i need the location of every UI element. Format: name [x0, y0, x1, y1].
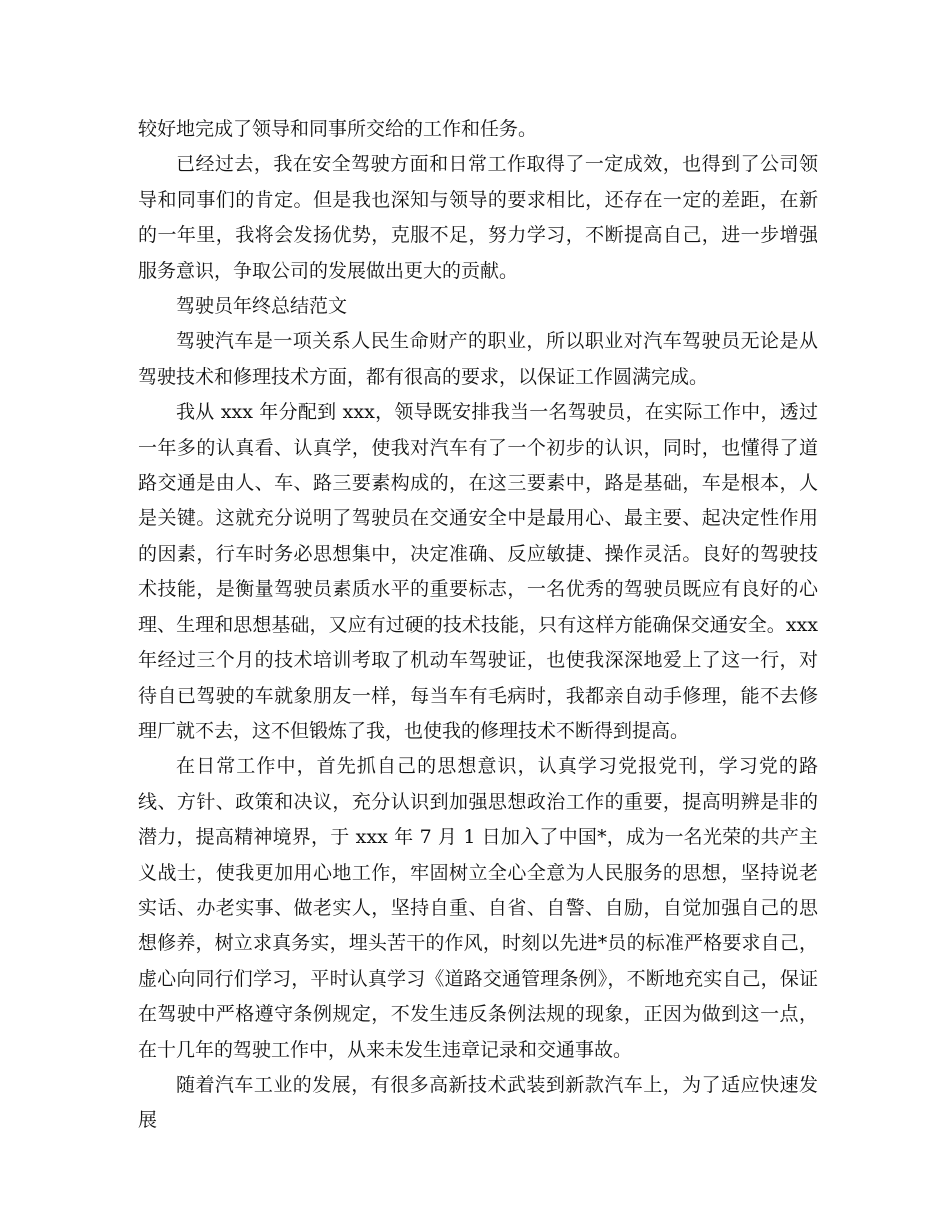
paragraph-daily-work: 在日常工作中，首先抓自己的思想意识，认真学习党报党刊，学习党的路线、方针、政策和决议，充分认识到加强思想政治工作的重要，提高明辨是非的潜力，提高精神境界，于 xxx 年 7 月 1 日加入了中国*，成为一名光荣的共产主义战士，使我更加用心地工作，牢固树立全心全意为人民服务的思想，坚持说老实话、办老实事、做老实人，坚持自重、自省、自警、自励，自觉加强自己的思想修养，树立求真务实，埋头苦干的作风，时刻以先进*员的标准严格要求自己，虚心向同行们学习，平时认真学习《道路交通管理条例》，不断地充实自己，保证在驾驶中严格遵守条例规定，不发生违反条例法规的现象，正因为做到这一点，在十几年的驾驶工作中，从来未发生违章记录和交通事故。	[138, 755, 818, 1061]
document-body	[138, 112, 818, 1139]
paragraph-continuation: 较好地完成了领导和同事所交给的工作和任务。	[138, 118, 538, 140]
paragraph-technology: 随着汽车工业的发展，有很多高新技术武装到新款汽车上，为了适应快速发展	[138, 1073, 818, 1132]
section-heading: 驾驶员年终总结范文	[176, 295, 348, 318]
paragraph-summary: 已经过去，我在安全驾驶方面和日常工作取得了一定成效，也得到了公司领导和同事们的肯定。但是我也深知与领导的要求相比，还存在一定的差距，在新的一年里，我将会发扬优势，克服不足，努力学习，不断提高自己，进一步增强服务意识，争取公司的发展做出更大的贡献。	[138, 153, 818, 282]
paragraph-experience: 我从 xxx 年分配到 xxx，领导既安排我当一名驾驶员，在实际工作中，透过一年多的认真看、认真学，使我对汽车有了一个初步的认识，同时，也懂得了道路交通是由人、车、路三要素构成的，在这三要素中，路是基础，车是根本，人是关键。这就充分说明了驾驶员在交通安全中是最用心、最主要、起决定性作用的因素，行车时务必思想集中，决定准确、反应敏捷、操作灵活。良好的驾驶技术技能，是衡量驾驶员素质水平的重要标志，一名优秀的驾驶员既应有良好的心理、生理和思想基础，又应有过硬的技术技能，只有这样方能确保交通安全。xxx 年经过三个月的技术培训考取了机动车驾驶证，也使我深深地爱上了这一行，对待自已驾驶的车就象朋友一样，每当车有毛病时，我都亲自动手修理，能不去修理厂就不去，这不但锻炼了我，也使我的修理技术不断得到提高。	[138, 401, 818, 742]
paragraph-intro: 驾驶汽车是一项关系人民生命财产的职业，所以职业对汽车驾驶员无论是从驾驶技术和修理技术方面，都有很高的要求，以保证工作圆满完成。	[138, 330, 818, 388]
